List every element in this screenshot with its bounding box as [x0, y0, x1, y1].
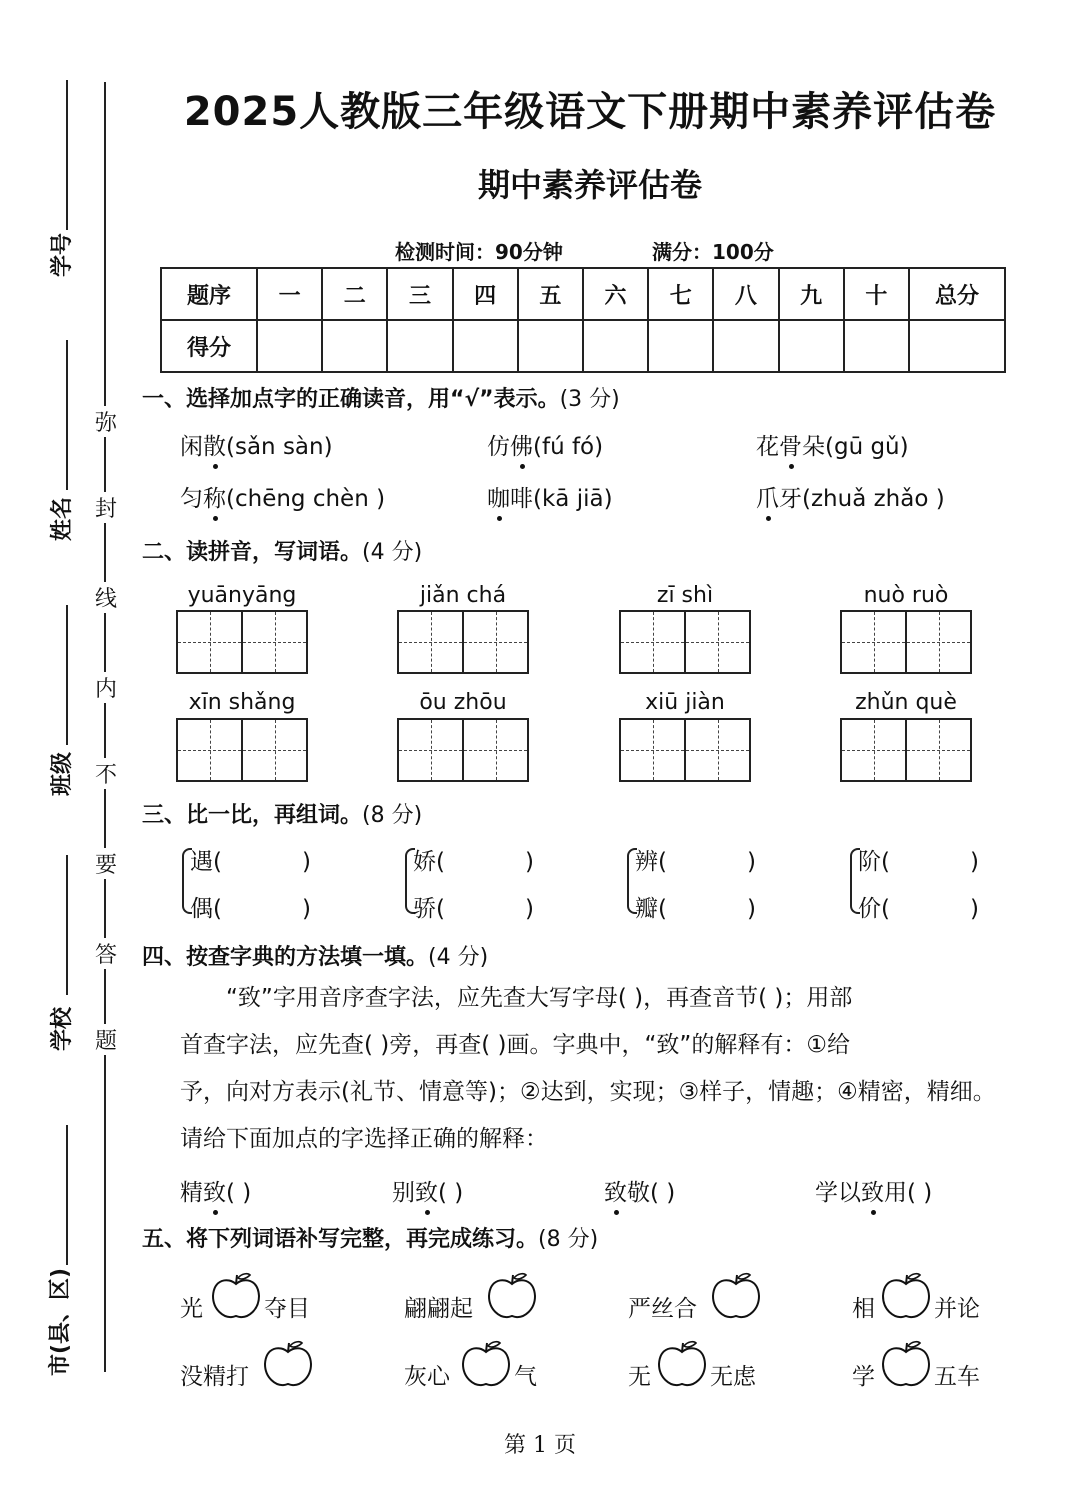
- pinyin-options[interactable]: (gū gǔ): [825, 434, 909, 460]
- q5-suffix: 五车: [934, 1364, 980, 1390]
- margin-line: [66, 1125, 68, 1265]
- q4-word[interactable]: 别致( ): [392, 1174, 463, 1207]
- dotted-char: 称: [203, 480, 226, 513]
- section-title: 二、读拼音，写词语。: [142, 540, 363, 565]
- page-number: 第 1 页: [504, 1433, 576, 1458]
- q5-suffix: 无虑: [710, 1364, 756, 1390]
- compare-word[interactable]: 骄( ): [413, 896, 534, 922]
- score-header: 三: [387, 268, 452, 320]
- q4-paragraph-line: 首查字法，应先查( )旁，再查( )画。字典中，“致”的解释有：①给: [180, 1032, 850, 1058]
- score-cell[interactable]: [518, 320, 583, 372]
- margin-field-student-id: 学号: [50, 232, 75, 277]
- score-header: 七: [648, 268, 713, 320]
- page-subtitle: 期中素养评估卷: [477, 166, 702, 204]
- writing-grid[interactable]: [397, 610, 529, 674]
- score-header: 一: [257, 268, 322, 320]
- apple-blank-icon[interactable]: [262, 1340, 314, 1388]
- q4-paragraph-line: 请给下面加点的字选择正确的解释：: [180, 1126, 548, 1152]
- seal-char: 弥: [94, 406, 118, 437]
- score-header: 总分: [909, 268, 1005, 320]
- score-header: 八: [713, 268, 778, 320]
- q4-word[interactable]: 致敬( ): [604, 1174, 675, 1207]
- section-points: (4 分): [362, 540, 423, 565]
- score-row-label: 得分: [161, 320, 257, 372]
- q1-item: 匀称(chēng chèn ): [180, 480, 385, 513]
- section-5-heading: [142, 1222, 598, 1253]
- exam-time: 检测时间：90分钟: [395, 240, 563, 264]
- score-header: 五: [518, 268, 583, 320]
- dotted-char: 致: [415, 1174, 438, 1207]
- score-header: 题序: [161, 268, 257, 320]
- score-cell[interactable]: [648, 320, 713, 372]
- writing-grid[interactable]: [840, 718, 972, 782]
- margin-field-class: 班级: [50, 751, 75, 796]
- compare-word[interactable]: 遇( ): [190, 849, 311, 875]
- q4-paragraph-line: 予，向对方表示(礼节、情意等)；②达到，实现；③样子，情趣；④精密，精细。: [180, 1079, 996, 1105]
- apple-blank-icon[interactable]: [880, 1340, 932, 1388]
- score-cell[interactable]: [387, 320, 452, 372]
- q5-prefix: 灰心: [404, 1364, 450, 1390]
- q5-prefix: 相: [852, 1296, 875, 1322]
- section-title: 一、选择加点字的正确读音，用“√”表示。: [142, 387, 560, 412]
- section-points: (8 分): [538, 1227, 599, 1252]
- seal-char: 要: [94, 848, 118, 879]
- section-title: 五、将下列词语补写完整，再完成练习。: [142, 1227, 539, 1252]
- score-cell[interactable]: [583, 320, 648, 372]
- margin-line: [66, 855, 68, 995]
- score-header: 二: [322, 268, 387, 320]
- pinyin-options[interactable]: (sǎn sàn): [226, 434, 333, 460]
- q5-suffix: 并论: [934, 1296, 980, 1322]
- q1-item: 花骨朵(gū gǔ): [756, 428, 909, 461]
- dotted-char: 佛: [510, 428, 533, 461]
- q4-word[interactable]: 精致( ): [180, 1174, 251, 1207]
- score-cell[interactable]: [322, 320, 387, 372]
- apple-blank-icon[interactable]: [656, 1340, 708, 1388]
- seal-char: 题: [94, 1024, 118, 1055]
- writing-grid[interactable]: [840, 610, 972, 674]
- score-table-header-row: [161, 268, 1005, 320]
- writing-grid[interactable]: [176, 718, 308, 782]
- margin-line: [66, 340, 68, 490]
- q5-prefix: 没精打: [180, 1364, 249, 1390]
- dotted-char: 致: [861, 1174, 884, 1207]
- apple-blank-icon[interactable]: [210, 1272, 262, 1320]
- dotted-char: 散: [203, 428, 226, 461]
- score-cell[interactable]: [257, 320, 322, 372]
- margin-field-name: 姓名: [50, 496, 75, 541]
- q5-prefix: 光: [180, 1296, 203, 1322]
- compare-word[interactable]: 瓣( ): [635, 896, 756, 922]
- section-1-heading: [142, 382, 620, 413]
- apple-blank-icon[interactable]: [880, 1272, 932, 1320]
- compare-word[interactable]: 价( ): [858, 896, 979, 922]
- q5-prefix: 无: [628, 1364, 651, 1390]
- q4-paragraph-line: “致”字用音序查字法，应先查大写字母( )，再查音节( )；用部: [226, 985, 853, 1011]
- seal-line: [104, 82, 106, 1372]
- writing-grid[interactable]: [176, 610, 308, 674]
- compare-word[interactable]: 娇( ): [413, 849, 534, 875]
- pinyin-label: jiǎn chá: [419, 583, 507, 608]
- dotted-char: 爪: [756, 480, 779, 513]
- margin-field-school: 学校: [50, 1006, 75, 1051]
- writing-grid[interactable]: [397, 718, 529, 782]
- pinyin-label: xīn shǎng: [188, 690, 296, 715]
- seal-char: 线: [94, 582, 118, 613]
- score-cell[interactable]: [779, 320, 844, 372]
- margin-line: [66, 605, 68, 745]
- compare-word[interactable]: 辨( ): [635, 849, 756, 875]
- score-cell[interactable]: [453, 320, 518, 372]
- margin-field-city: 市(县、区): [48, 1267, 73, 1376]
- dotted-char: 致: [604, 1174, 627, 1207]
- q1-item: 闲散(sǎn sàn): [180, 428, 333, 461]
- q5-suffix: 夺目: [264, 1296, 310, 1322]
- seal-char: 内: [94, 672, 118, 703]
- score-header: 九: [779, 268, 844, 320]
- section-title: 四、按查字典的方法填一填。: [142, 945, 429, 970]
- section-4-heading: [142, 940, 488, 971]
- pinyin-options[interactable]: (fú fó): [533, 434, 604, 460]
- section-points: (4 分): [428, 945, 489, 970]
- pinyin-options[interactable]: (chēng chèn ): [226, 486, 386, 512]
- pinyin-label: xiū jiàn: [645, 690, 725, 715]
- dotted-char: 致: [203, 1174, 226, 1207]
- apple-blank-icon[interactable]: [710, 1272, 762, 1320]
- apple-blank-icon[interactable]: [460, 1340, 512, 1388]
- score-cell[interactable]: [909, 320, 1005, 372]
- score-cell[interactable]: [844, 320, 909, 372]
- q1-item: 爪牙(zhuǎ zhǎo ): [756, 480, 945, 513]
- section-2-heading: [142, 535, 422, 566]
- pinyin-label: zī shì: [656, 583, 714, 608]
- score-header: 十: [844, 268, 909, 320]
- dotted-char: 骨: [779, 428, 802, 461]
- pinyin-label: yuānyāng: [187, 583, 297, 608]
- pinyin-label: nuò ruò: [863, 583, 949, 608]
- score-header: 四: [453, 268, 518, 320]
- q5-suffix: 气: [514, 1364, 537, 1390]
- section-3-heading: [142, 798, 422, 829]
- score-table-score-row: [161, 320, 1005, 372]
- seal-char: 答: [94, 938, 118, 969]
- seal-char: 封: [94, 492, 118, 523]
- full-score: 满分：100分: [652, 240, 774, 264]
- pinyin-options[interactable]: (kā jiā): [533, 486, 613, 512]
- compare-word[interactable]: 阶( ): [858, 849, 979, 875]
- q5-prefix: 严丝合: [628, 1296, 697, 1322]
- score-cell[interactable]: [713, 320, 778, 372]
- q5-prefix: 学: [852, 1364, 875, 1390]
- dotted-char: 咖: [487, 480, 510, 513]
- section-title: 三、比一比，再组词。: [142, 803, 363, 828]
- writing-grid[interactable]: [619, 718, 751, 782]
- q1-item: 仿佛(fú fó): [487, 428, 603, 461]
- apple-blank-icon[interactable]: [486, 1272, 538, 1320]
- pinyin-options[interactable]: (zhuǎ zhǎo ): [802, 486, 945, 512]
- section-points: (8 分): [362, 803, 423, 828]
- score-table: [160, 267, 1006, 373]
- margin-line: [66, 80, 68, 230]
- q5-prefix: 翩翩起: [404, 1296, 473, 1322]
- section-points: (3 分): [559, 387, 620, 412]
- q1-item: 咖啡(kā jiā): [487, 480, 613, 513]
- pinyin-label: zhǔn què: [855, 690, 957, 715]
- score-header: 六: [583, 268, 648, 320]
- compare-word[interactable]: 偶( ): [190, 896, 311, 922]
- page-title: 2025人教版三年级语文下册期中素养评估卷: [183, 89, 997, 135]
- pinyin-label: ōu zhōu: [419, 690, 507, 715]
- q4-word[interactable]: 学以致用( ): [815, 1174, 932, 1207]
- writing-grid[interactable]: [619, 610, 751, 674]
- seal-char: 不: [94, 758, 118, 789]
